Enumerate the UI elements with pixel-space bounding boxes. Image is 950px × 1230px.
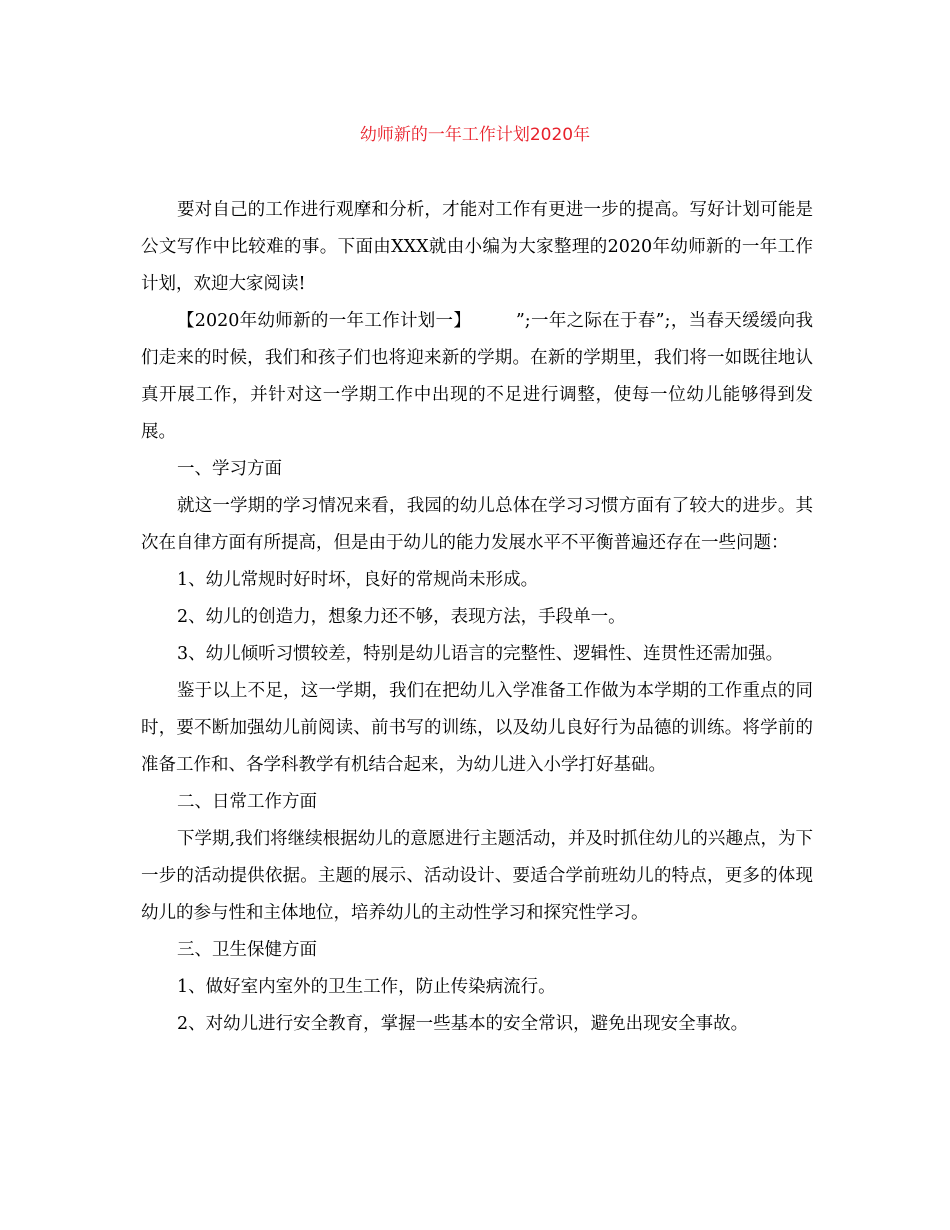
study-paragraph: 就这一学期的学习情况来看，我园的幼儿总体在学习习惯方面有了较大的进步。其次在自律方面有所提高，但是由于幼儿的能力发展水平不平衡普遍还存在一些问题： [141,496,813,553]
plan-one-paragraph: 【2020年幼师新的一年工作计划一】 ”;一年之际在于春”;，当春天缓缓向我们走来的时候，我们和孩子们也将迎来新的学期。在新的学期里，我们将一如既往地认真开展工作，并针对这一学期工作中出现的不足进行调整，使每一位幼儿能够得到发展。 [141,311,813,442]
daily-work-paragraph: 下学期,我们将继续根据幼儿的意愿进行主题活动，并及时抓住幼儿的兴趣点，为下一步的活动提供依据。主题的展示、活动设计、要适合学前班幼儿的特点，更多的体现幼儿的参与性和主体地位，培养幼儿的主动性学习和探究性学习。 [141,829,813,923]
intro-paragraph: 要对自己的工作进行观摩和分析，才能对工作有更进一步的提高。写好计划可能是公文写作中比较难的事。下面由XXX就由小编为大家整理的2020年幼师新的一年工作计划，欢迎大家阅读! [141,200,813,294]
list-item: 2、幼儿的创造力，想象力还不够，表现方法，手段单一。 [177,607,626,627]
section-heading-health: 三、卫生保健方面 [177,940,317,960]
list-item: 1、做好室内室外的卫生工作，防止传染病流行。 [177,977,556,997]
document-title: 幼师新的一年工作计划2020年 [359,125,591,145]
improvement-paragraph: 鉴于以上不足，这一学期，我们在把幼儿入学准备工作做为本学期的工作重点的同时，要不断加强幼儿前阅读、前书写的训练，以及幼儿良好行为品德的训练。将学前的准备工作和、各学科教学有机结合起来，为幼儿进入小学打好基础。 [141,681,813,775]
section-heading-daily-work: 二、日常工作方面 [177,792,317,812]
document-body [141,192,813,1043]
list-item: 1、幼儿常规时好时坏，良好的常规尚未形成。 [177,570,539,590]
section-heading-study: 一、学习方面 [177,459,282,479]
list-item: 2、对幼儿进行安全教育，掌握一些基本的安全常识，避免出现安全事故。 [177,1014,749,1034]
list-item: 3、幼儿倾听习惯较差，特别是幼儿语言的完整性、逻辑性、连贯性还需加强。 [177,644,784,664]
